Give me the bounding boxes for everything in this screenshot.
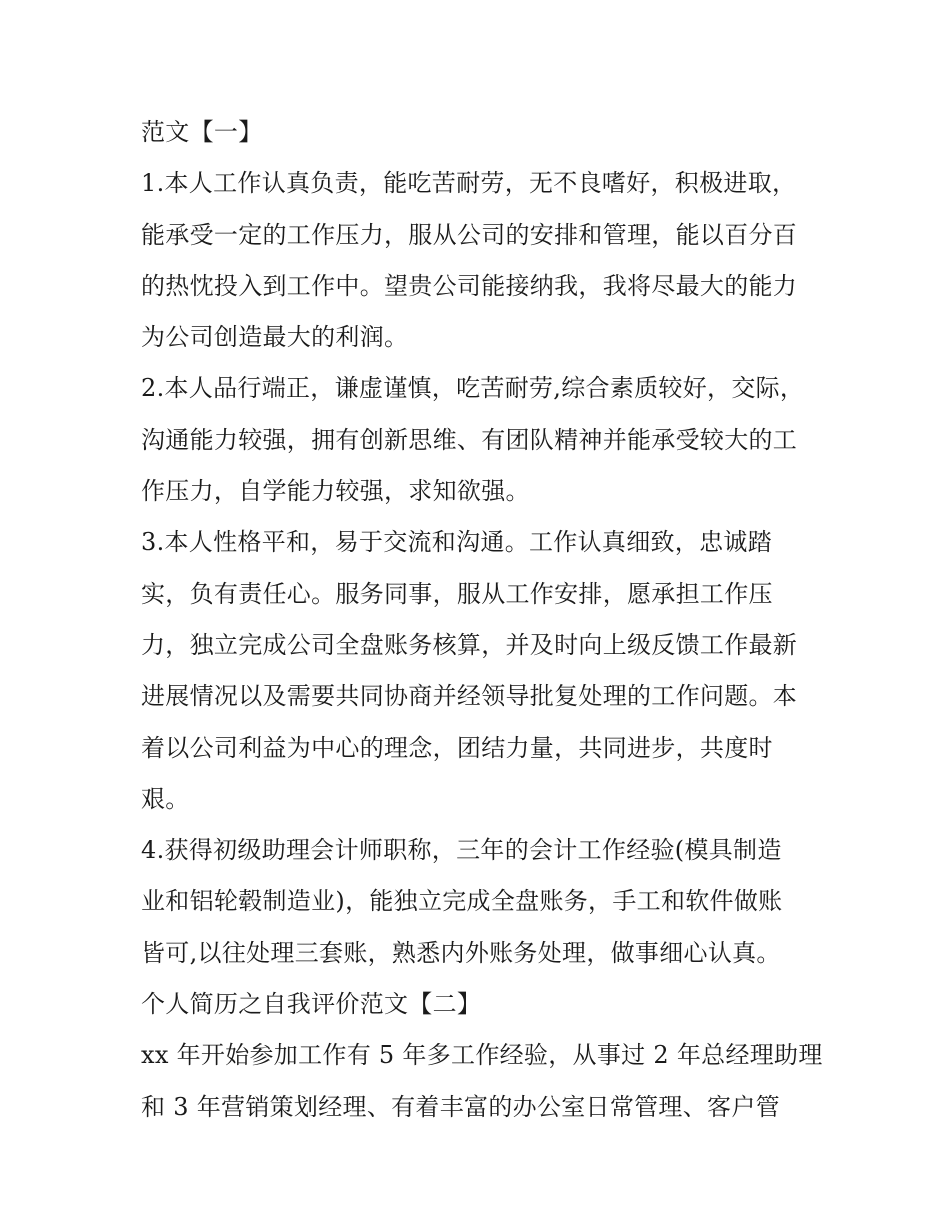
text-line: 力，独立完成公司全盘账务核算，并及时向上级反馈工作最新 — [141, 630, 798, 659]
text-line: 1.本人工作认真负责，能吃苦耐劳，无不良嗜好，积极进取， — [141, 169, 797, 198]
text-line: xx 年开始参加工作有 5 年多工作经验，从事过 2 年总经理助理 — [141, 1041, 823, 1070]
text-line: 3.本人性格平和，易于交流和沟通。工作认真细致，忠诚踏 — [141, 528, 772, 557]
text-line: 进展情况以及需要共同协商并经领导批复处理的工作问题。本 — [141, 682, 798, 711]
document-body — [141, 107, 821, 1133]
text-line: 皆可,以往处理三套账，熟悉内外账务处理，做事细心认真。 — [141, 938, 781, 967]
text-line: 2.本人品行端正，谦虚谨慎，吃苦耐劳,综合素质较好，交际， — [141, 374, 805, 403]
section-heading-one: 范文【一】 — [141, 118, 263, 146]
text-line: 实，负有责任心。服务同事，服从工作安排，愿承担工作压 — [141, 579, 773, 608]
text-line: 的热忱投入到工作中。望贵公司能接纳我，我将尽最大的能力 — [141, 271, 798, 300]
text-line: 能承受一定的工作压力，服从公司的安排和管理，能以百分百 — [141, 220, 798, 249]
text-line: 着以公司利益为中心的理念，团结力量，共同进步，共度时 — [141, 733, 773, 762]
text-line: 为公司创造最大的利润。 — [141, 323, 409, 352]
section-heading-two: 个人简历之自我评价范文【二】 — [141, 990, 482, 1019]
text-line: 和 3 年营销策划经理、有着丰富的办公室日常管理、客户管 — [141, 1092, 780, 1121]
text-line: 作压力，自学能力较强，求知欲强。 — [141, 477, 530, 506]
text-line: 沟通能力较强，拥有创新思维、有团队精神并能承受较大的工 — [141, 425, 798, 454]
text-line: 业和铝轮毂制造业)，能独立完成全盘账务，手工和软件做账 — [141, 887, 783, 916]
text-line: 艰。 — [141, 784, 190, 813]
text-line: 4.获得初级助理会计师职称，三年的会计工作经验(模具制造 — [141, 836, 782, 865]
